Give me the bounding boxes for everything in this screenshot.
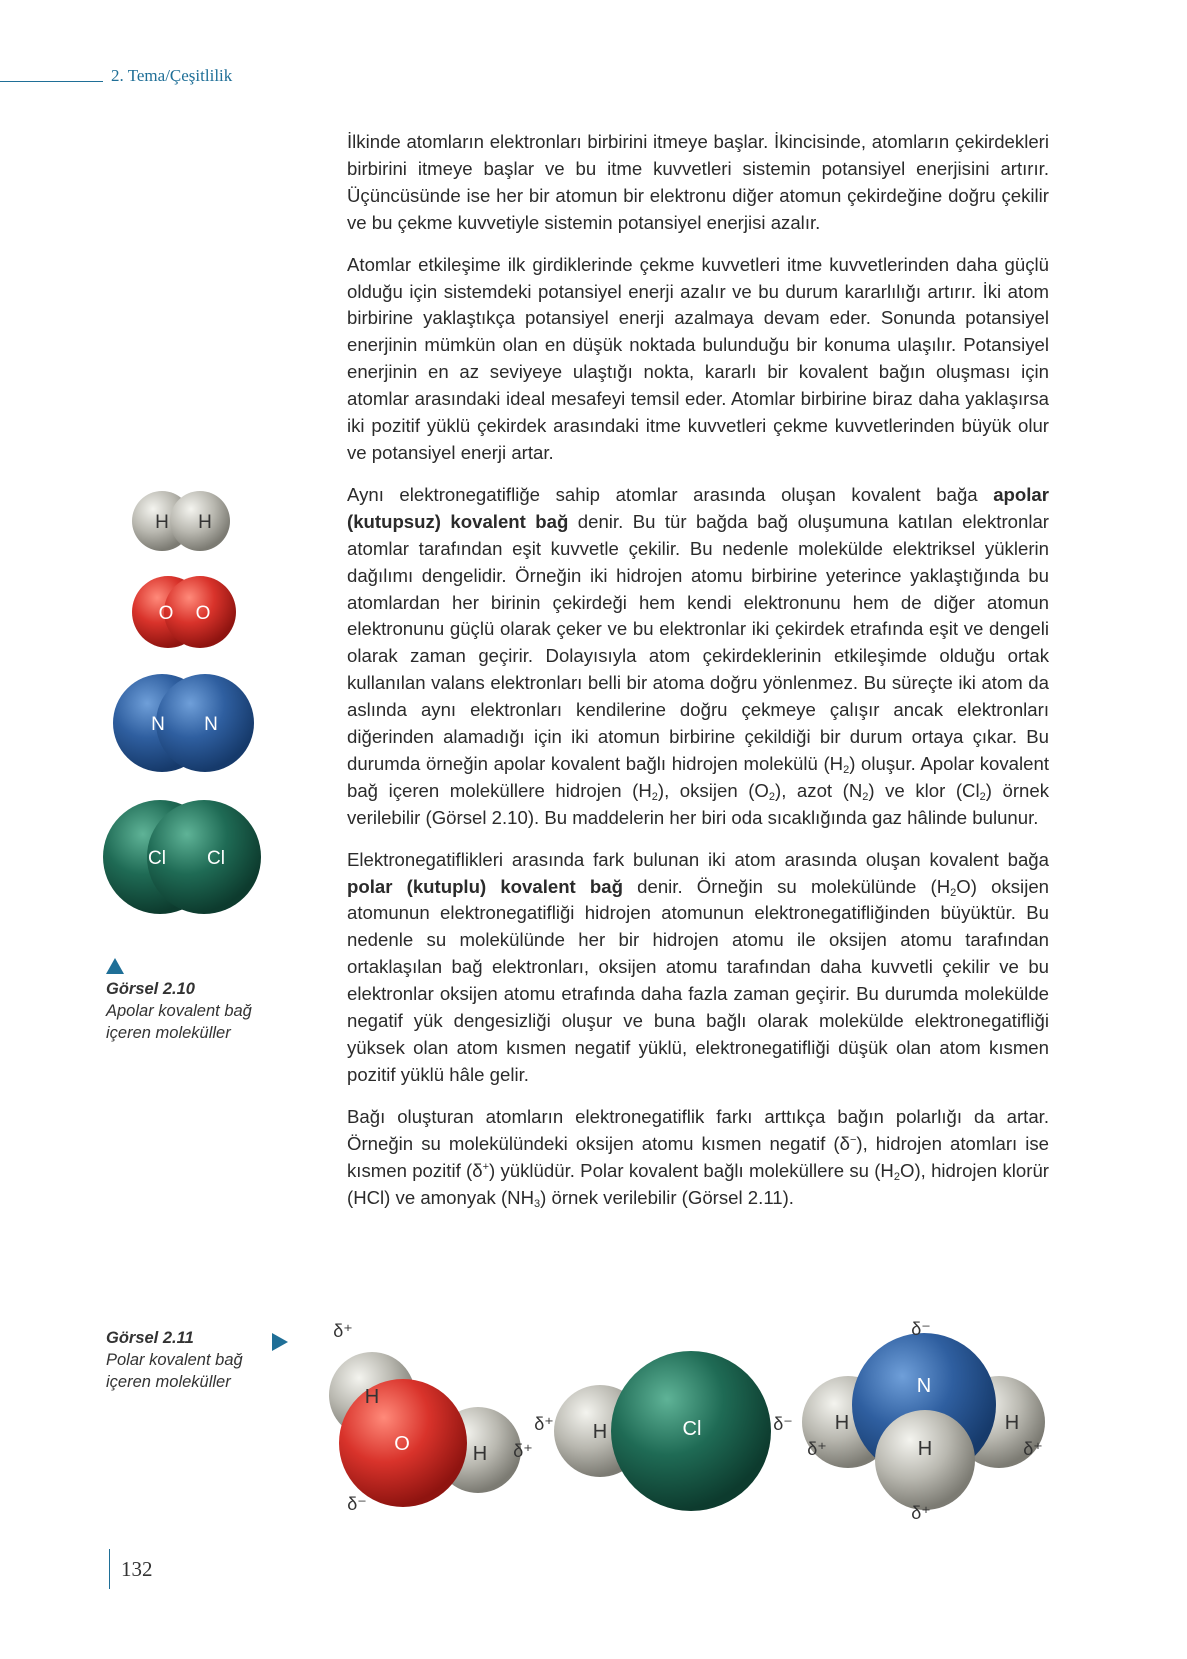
- molecule-hcl: [534, 1351, 793, 1511]
- atom-label: H: [834, 1412, 850, 1434]
- paragraph-4: [347, 847, 1049, 1089]
- molecule-n2: [113, 674, 254, 772]
- atom-label: N: [916, 1375, 932, 1397]
- molecule-o2: [132, 576, 236, 648]
- paragraph-5-text: ) örnek verilebilir (Görsel 2.11).: [540, 1186, 794, 1208]
- subscript: 2: [768, 790, 776, 803]
- molecule-h2: [132, 491, 230, 551]
- paragraph-5-text: ) yüklüdür. Polar kovalent bağlı moleküllere su (H: [489, 1159, 894, 1181]
- subscript: 2: [651, 790, 658, 803]
- atom-label: H: [917, 1438, 933, 1460]
- header-title: 2. Tema/Çeşitlilik: [111, 66, 233, 85]
- subscript: 2: [843, 763, 850, 776]
- paragraph-5-text: ), hidrojen atomları ise kısmen pozitif (δ: [347, 1132, 1050, 1181]
- partial-charge-label: δ⁺: [807, 1439, 827, 1459]
- caption-arrow-right-icon: [272, 1333, 288, 1351]
- paragraph-2: Atomlar etkileşime ilk girdiklerinde çekme kuvvetleri itme kuvvetlerinden daha güçlü olduğu için sistemdeki potansiyel enerji azalır ve bu durum kararlılığı artırır. İki atom birbirine yaklaştıkça potansiyel enerji azalmaya devam eder. Sonunda potansiyel enerjinin mümkün olan en düşük noktada bulunduğu bir konuma ulaşılır. Potansiyel enerjinin en az seviyeye ulaştığı nokta, kararlı bir kovalent bağın oluşması için atomlar arasındaki ideal mesafeyi temsil eder. Atomlar birbirine biraz daha yaklaşırsa iki pozitif yüklü çekirdek arasındaki itme kuvvetleri çekme kuvvetlerinden büyük olur ve potansiyel enerji artar.: [347, 253, 1049, 463]
- figure-2-11-molecules: [300, 1310, 1080, 1530]
- partial-charge-label: δ⁺: [513, 1441, 533, 1461]
- paragraph-4-text: O) oksijen atomunun elektronegatifliği hidrojen atomunun elektronegatifliğinden büyüktür. Bu nedenle su molekülünde her bir hidrojen atomu ile oksijen atomu tarafından ortaklaşılan bağ elektronları, oksijen atomu tarafından daha kuvvetli çekilir ve bu elektronlar oksijen atomu etrafında daha fazla zaman geçirir. Bu durumda molekülde negatif yük dengesizliği oluşur ve buna bağlı olarak molekülde elektronegatifliği yüksek olan atom kısmen negatif yüklü, elektronegatifliği düşük olan atom kısmen pozitif yüklü hâle gelir.: [347, 875, 1050, 1085]
- subscript: 3: [534, 1197, 541, 1210]
- paragraph-3-text: denir. Bu tür bağda bağ oluşumuna katılan elektronlar atomlar tarafından eşit kuvvetle çekilir. Bu nedenle molekülde elektriksel yüklerin dağılımı dengelidir. Örneğin iki hidrojen atomu birbirine yeterince yaklaştığında bu atomlardan her birinin çekirdeği hem kendi elektronunu hem de diğer atomun elektronunu güçlü olarak çeker ve bu elektronlar iki çekirdek etrafında eşit ve dengeli olarak zaman geçirir. Dolayısıyla atom çekirdeklerinin etkileşimde olduğu ortak kullanılan valans elektronları belli bir atoma doğru yönlenmez. Bu süreçte iki atom da aslında aynı elektronları kendilerine doğru çekmeye çalışır ancak elektronları diğerinden alamadığı için iki atomun birbirine çekildiği bir durum ortaya çıkar. Bu durumda örneğin apolar kovalent bağlı hidrojen molekülü (H: [347, 510, 1049, 774]
- figure-2-10-desc: Apolar kovalent bağ: [106, 1002, 252, 1020]
- atom-label: H: [155, 512, 169, 533]
- atom-label: H: [592, 1421, 608, 1443]
- paragraph-4-text: denir. Örneğin su molekülünde (H: [622, 875, 951, 897]
- figure-2-10-molecules: [0, 0, 300, 960]
- paragraph-3-text: ), oksijen (O: [657, 779, 769, 801]
- figure-2-11-desc: içeren moleküller: [106, 1373, 231, 1391]
- superscript: −: [849, 1133, 857, 1146]
- atom-label: H: [472, 1443, 488, 1465]
- partial-charge-label: δ⁺: [911, 1503, 931, 1523]
- partial-charge-label: δ⁺: [1023, 1439, 1043, 1459]
- atom-label: H: [198, 512, 212, 533]
- partial-charge-label: δ⁻: [773, 1414, 793, 1434]
- term-polar: polar (kutuplu) kovalent bağ: [347, 875, 623, 897]
- paragraph-4-text: Elektronegatiflikleri arasında fark bulunan iki atom arasında oluşan kovalent bağa: [347, 848, 1049, 870]
- paragraph-3-text: Aynı elektronegatifliğe sahip atomlar arasında oluşan kovalent bağa: [347, 483, 994, 505]
- atom-label: H: [1004, 1412, 1020, 1434]
- figure-2-10-caption: [106, 978, 252, 1044]
- caption-arrow-up-icon: [106, 958, 124, 974]
- subscript: 2: [979, 790, 986, 803]
- paragraph-1: İlkinde atomların elektronları birbirini itmeye başlar. İkincisinde, atomların çekirdekleri birbirini itmeye başlar ve bu itme kuvvetleri sistemin potansiyel enerjisini artırır. Üçüncüsünde ise her bir atomun bir elektronu diğer atomun çekirdeğine doğru çekilir ve bu çekme kuvvetiyle sistemin potansiyel enerjisi azalır.: [347, 131, 1049, 233]
- atom-label: O: [158, 603, 174, 624]
- figure-2-10-title: Görsel 2.10: [106, 980, 195, 998]
- subscript: 2: [862, 790, 869, 803]
- atom-label: Cl: [682, 1418, 702, 1440]
- subscript: 2: [893, 1170, 900, 1183]
- paragraph-5-text: O), hidrojen klorür (HCl) ve amonyak (NH: [347, 1159, 1049, 1208]
- paragraph-5: [347, 1104, 1049, 1212]
- atom-label: Cl: [148, 848, 166, 869]
- partial-charge-label: δ⁺: [333, 1321, 353, 1341]
- partial-charge-label: δ⁺: [534, 1414, 554, 1434]
- figure-2-11-desc: Polar kovalent bağ: [106, 1351, 243, 1369]
- figure-2-11-title: Görsel 2.11: [106, 1329, 194, 1347]
- body-text: [347, 129, 1049, 1226]
- superscript: +: [482, 1160, 490, 1173]
- molecule-h2o: [329, 1321, 533, 1514]
- page-number-rule: [109, 1549, 110, 1589]
- partial-charge-label: δ⁻: [911, 1319, 931, 1339]
- molecule-cl2: [103, 800, 261, 914]
- paragraph-5-text: Bağı oluşturan atomların elektronegatiflik farkı arttıkça bağın polarlığı da artar. Örneğin su molekülündeki oksijen atomu kısmen negatif (δ: [347, 1105, 1049, 1154]
- figure-2-11-caption: [106, 1327, 243, 1393]
- atom-label: Cl: [207, 848, 225, 869]
- paragraph-3-text: ) oluşur. Apolar kovalent bağ içeren moleküllere hidrojen (H: [347, 752, 1049, 801]
- atom-label: N: [151, 714, 165, 735]
- molecule-nh3: [802, 1319, 1045, 1523]
- term-apolar: apolar (kutupsuz) kovalent bağ: [347, 483, 1049, 532]
- atom-label: O: [195, 603, 211, 624]
- subscript: 2: [950, 886, 957, 899]
- atom-label: O: [394, 1433, 410, 1455]
- atom-label: H: [364, 1386, 380, 1408]
- paragraph-3-text: ) ve klor (Cl: [868, 779, 980, 801]
- partial-charge-label: δ⁻: [347, 1494, 367, 1514]
- paragraph-3-text: ) örnek verilebilir (Görsel 2.10). Bu maddelerin her biri oda sıcaklığında gaz hâlinde bulunur.: [347, 779, 1049, 828]
- atom-label: N: [204, 714, 218, 735]
- paragraph-3: [347, 482, 1049, 832]
- page-number: 132: [121, 1557, 153, 1581]
- atom-h: [875, 1410, 975, 1510]
- paragraph-3-text: ), azot (N: [775, 779, 863, 801]
- figure-2-10-desc: içeren moleküller: [106, 1024, 231, 1042]
